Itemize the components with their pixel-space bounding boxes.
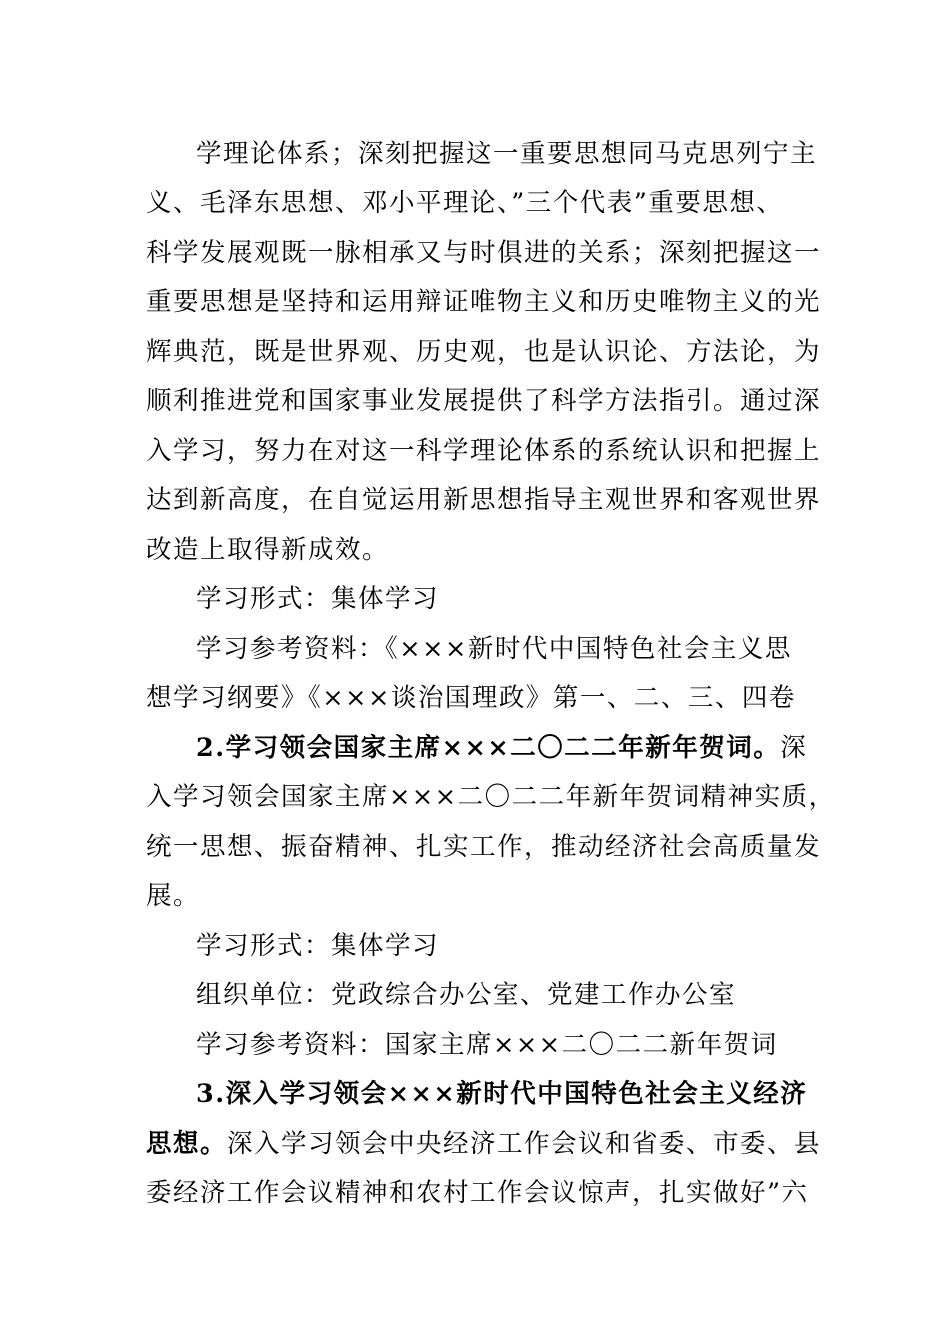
paragraph-line: 学理论体系；深刻把握这一重要思想同马克思列宁主	[196, 139, 818, 169]
item-heading: 3.深入学习领会×××新时代中国特色社会主义经济	[196, 1079, 808, 1109]
paragraph-line: 达到新高度，在自觉运用新思想指导主观世界和客观世界	[146, 485, 822, 515]
item-heading-line	[146, 1124, 826, 1164]
paragraph-line: 义、毛泽东思想、邓小平理论、”三个代表”重要思想、	[146, 188, 784, 218]
paragraph-line: 委经济工作会议精神和农村工作会议惊声，扎实做好”六	[146, 1178, 809, 1208]
paragraph-line: 入学习领会国家主席×××二〇二二年新年贺词精神实质，	[146, 782, 836, 812]
paragraph-line: 展。	[146, 881, 201, 911]
item-heading-line	[196, 728, 876, 768]
study-form-line: 学习形式：集体学习	[196, 584, 440, 614]
item-heading: 2.学习领会国家主席×××二〇二二年新年贺词。	[196, 733, 781, 763]
paragraph-line: 辉典范，既是世界观、历史观，也是认识论、方法论，为	[146, 337, 822, 367]
paragraph-line: 重要思想是坚持和运用辩证唯物主义和历史唯物主义的光	[146, 287, 822, 317]
item-body-text: 深入学习领会中央经济工作会议和省委、市委、县	[227, 1129, 822, 1159]
paragraph-line: 科学发展观既一脉相承又与时俱进的关系；深刻把握这一	[146, 238, 822, 268]
item-heading: 思想。	[146, 1129, 228, 1159]
paragraph-line: 入学习，努力在对这一科学理论体系的系统认识和把握上	[146, 436, 822, 466]
paragraph-line: 改造上取得新成效。	[146, 535, 390, 565]
study-form-line: 学习形式：集体学习	[196, 931, 440, 961]
reference-line: 学习参考资料：国家主席×××二〇二二新年贺词	[196, 1030, 778, 1060]
paragraph-line: 顺利推进党和国家事业发展提供了科学方法指引。通过深	[146, 386, 822, 416]
paragraph-line: 统一思想、振奋精神、扎实工作，推动经济社会高质量发	[146, 832, 822, 862]
organizer-line: 组织单位：党政综合办公室、党建工作办公室	[196, 980, 737, 1010]
item-body-text: 深	[780, 733, 808, 763]
reference-line: 想学习纲要》《×××谈治国理政》第一、二、三、四卷	[146, 683, 796, 713]
reference-line: 学习参考资料：《×××新时代中国特色社会主义思	[196, 634, 792, 664]
